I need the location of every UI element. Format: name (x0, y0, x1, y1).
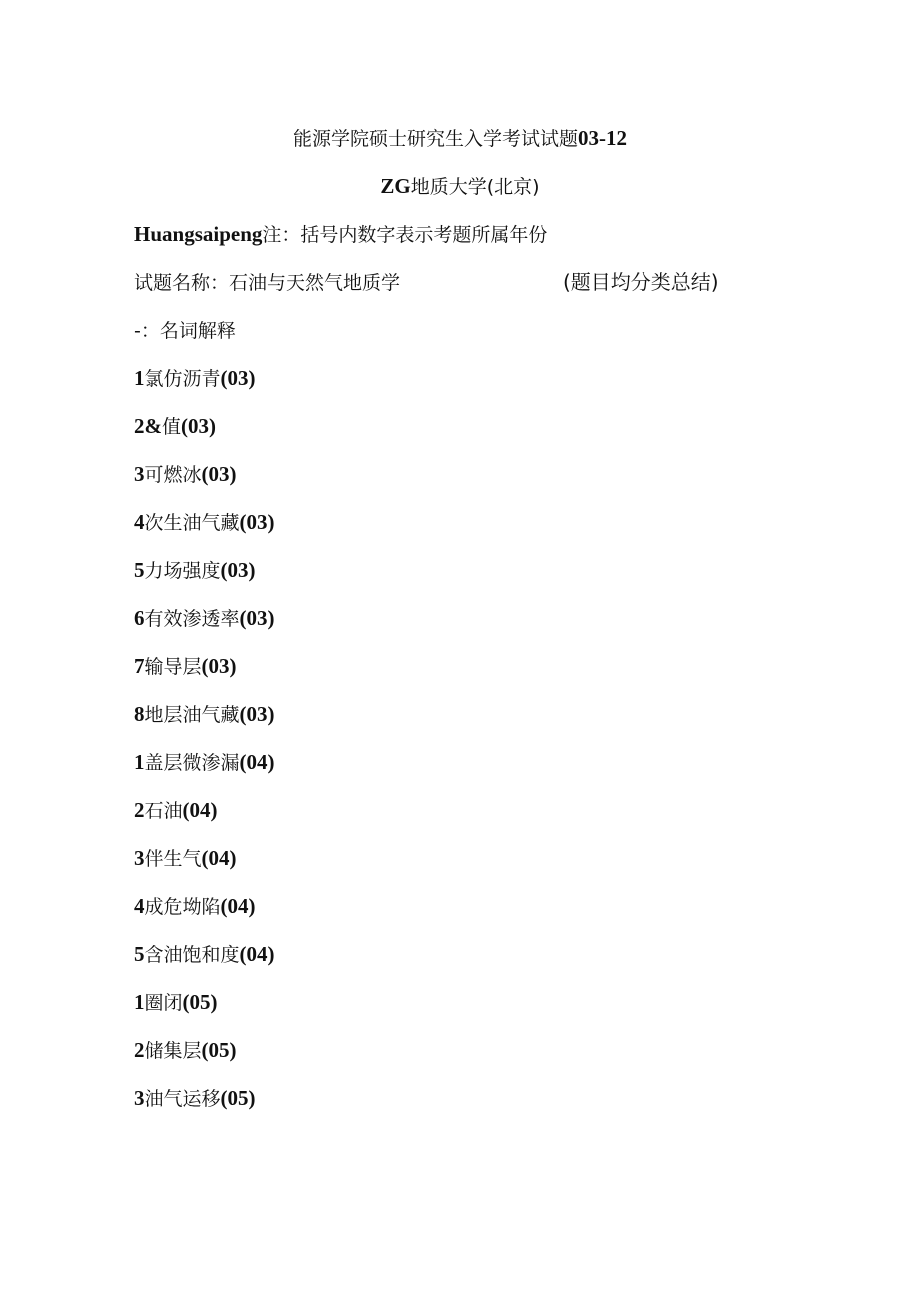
item-term: 伴生气 (144, 848, 202, 870)
item-year: (04) (182, 798, 218, 822)
title-code: 03-12 (578, 126, 627, 150)
item-term: 圈闭 (144, 992, 183, 1014)
item-year: (04) (201, 846, 237, 870)
document-subtitle (0, 170, 920, 202)
list-item (134, 938, 275, 970)
item-year: (03) (239, 510, 275, 534)
item-term: 输导层 (144, 656, 202, 678)
list-item (134, 1034, 237, 1066)
item-number: 3 (134, 462, 145, 486)
item-year: (05) (220, 1086, 256, 1110)
item-number: 1 (134, 750, 145, 774)
item-year: (05) (201, 1038, 237, 1062)
item-year: (03) (239, 702, 275, 726)
subject-label: 试题名称：石油与天然气地质学 (134, 272, 401, 294)
item-number: 4 (134, 510, 145, 534)
item-year: (04) (220, 894, 256, 918)
item-number: 2& (134, 414, 162, 438)
item-term: 储集层 (144, 1040, 202, 1062)
item-number: 5 (134, 942, 145, 966)
item-term: 盖层微渗漏 (144, 752, 240, 774)
item-term: 石油 (144, 800, 183, 822)
list-item (134, 746, 275, 778)
item-term: 可燃冰 (144, 464, 202, 486)
item-number: 8 (134, 702, 145, 726)
section-title: -：名词解释 (134, 320, 236, 342)
list-item (134, 842, 237, 874)
subject-right-note: (题目均分类总结) (563, 270, 719, 294)
item-number: 3 (134, 1086, 145, 1110)
item-year: (03) (201, 462, 237, 486)
list-item (134, 794, 218, 826)
item-number: 2 (134, 1038, 145, 1062)
list-item (134, 554, 256, 586)
list-item (134, 602, 275, 634)
list-item (134, 362, 256, 394)
item-number: 1 (134, 990, 145, 1014)
item-number: 2 (134, 798, 145, 822)
author-note: 注：括号内数字表示考题所属年份 (262, 224, 548, 246)
item-number: 4 (134, 894, 145, 918)
list-item (134, 506, 275, 538)
item-year: (04) (239, 942, 275, 966)
list-item (134, 1082, 256, 1114)
school-code: ZG (380, 174, 411, 198)
item-term: 有效渗透率 (144, 608, 240, 630)
item-year: (03) (181, 414, 217, 438)
author-name: Huangsaipeng (134, 222, 263, 246)
item-year: (03) (201, 654, 237, 678)
item-term: 力场强度 (144, 560, 221, 582)
item-year: (04) (239, 750, 275, 774)
author-line (134, 218, 547, 250)
item-term: 氯仿沥青 (144, 368, 221, 390)
item-term: 含油饱和度 (144, 944, 240, 966)
item-term: 地层油气藏 (144, 704, 240, 726)
subject-line (134, 266, 400, 298)
item-year: (03) (220, 366, 256, 390)
item-year: (05) (182, 990, 218, 1014)
item-number: 6 (134, 606, 145, 630)
item-year: (03) (239, 606, 275, 630)
list-item (134, 890, 256, 922)
item-term: 值 (162, 416, 182, 438)
item-term: 油气运移 (144, 1088, 221, 1110)
item-number: 3 (134, 846, 145, 870)
list-item (134, 458, 237, 490)
title-text: 能源学院硕士研究生入学考试试题 (292, 128, 578, 150)
item-number: 5 (134, 558, 145, 582)
list-item (134, 650, 237, 682)
section-heading (134, 314, 236, 346)
list-item (134, 986, 218, 1018)
item-number: 1 (134, 366, 145, 390)
list-item (134, 698, 275, 730)
item-term: 次生油气藏 (144, 512, 240, 534)
item-term: 成危坳陷 (144, 896, 221, 918)
school-name: 地质大学(北京) (410, 176, 540, 198)
document-title (0, 122, 920, 154)
item-number: 7 (134, 654, 145, 678)
item-year: (03) (220, 558, 256, 582)
list-item (134, 410, 216, 442)
